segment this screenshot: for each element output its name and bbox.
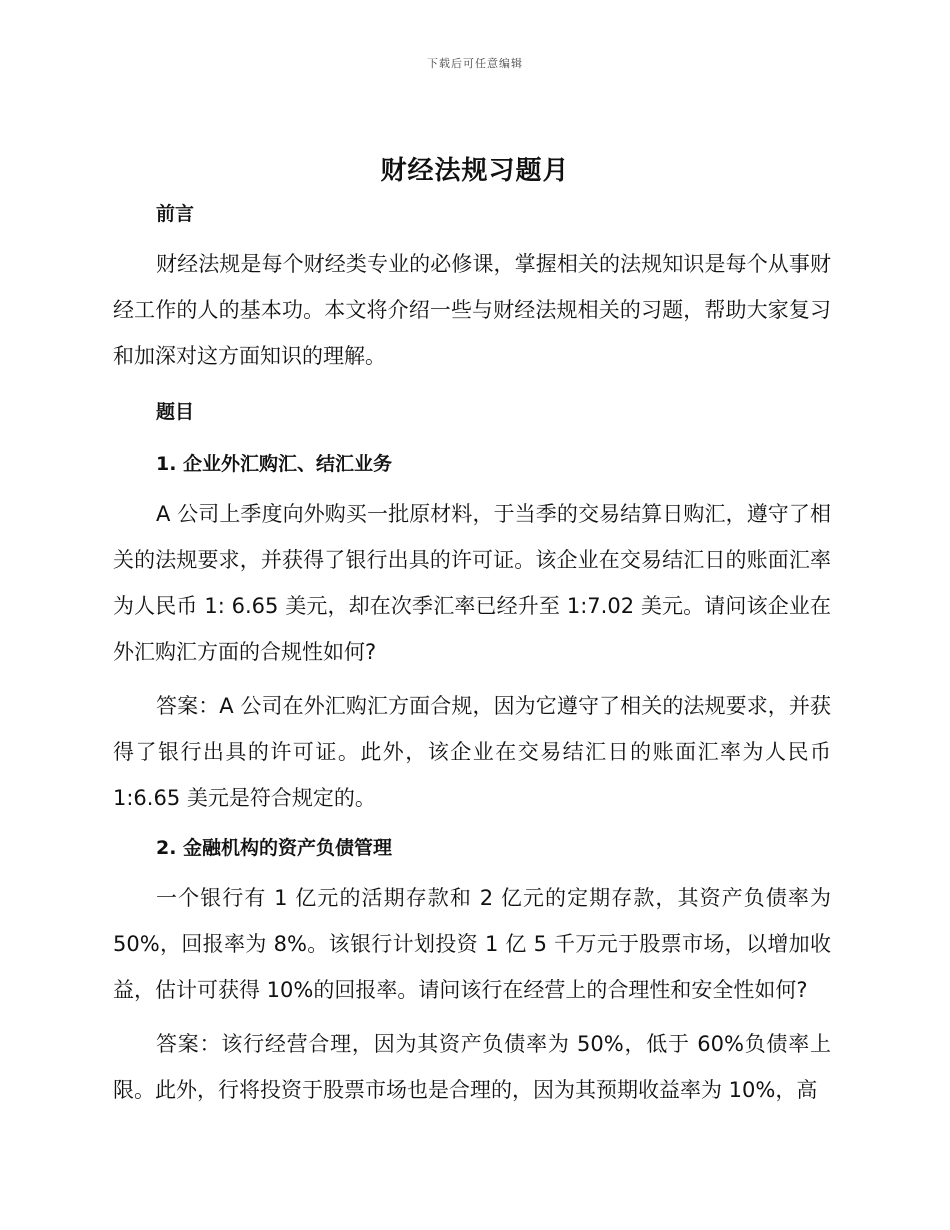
question-1-heading: 1. 企业外汇购汇、结汇业务 (156, 453, 393, 475)
document-title: 财经法规习题月 (380, 156, 570, 186)
preface-heading: 前言 (156, 203, 195, 225)
question-2-answer: 答案：该行经营合理，因为其资产负债率为 50%，低于 60%负债率上限。此外，行将投资于股票市场也是合理的，因为其预期收益率为 10%，高 (113, 1032, 831, 1102)
question-1-answer: 答案：A 公司在外汇购汇方面合规，因为它遵守了相关的法规要求，并获得了银行出具的许可证。此外，该企业在交易结汇日的账面汇率为人民币 1:6.65 美元是符合规定的。 (113, 694, 831, 810)
header-note: 下载后可任意编辑 (427, 57, 523, 70)
question-2-heading: 2. 金融机构的资产负债管理 (156, 837, 393, 859)
questions-heading: 题目 (156, 401, 195, 423)
question-2-paragraph: 一个银行有 1 亿元的活期存款和 2 亿元的定期存款，其资产负债率为 50%，回报率为 8%。该银行计划投资 1 亿 5 千万元于股票市场，以增加收益，估计可获得 10%的回报率。请问该行在经营上的合理性和安全性如何? (113, 886, 831, 1002)
question-1-paragraph: A 公司上季度向外购买一批原材料，于当季的交易结算日购汇，遵守了相关的法规要求，并获得了银行出具的许可证。该企业在交易结汇日的账面汇率为人民币 1: 6.65 美元，却在次季汇率已经升至 1:7.02 美元。请问该企业在外汇购汇方面的合规性如何? (113, 502, 831, 664)
document-body (113, 195, 831, 1113)
preface-paragraph: 财经法规是每个财经类专业的必修课，掌握相关的法规知识是每个从事财经工作的人的基本功。本文将介绍一些与财经法规相关的习题，帮助大家复习和加深对这方面知识的理解。 (113, 252, 831, 368)
